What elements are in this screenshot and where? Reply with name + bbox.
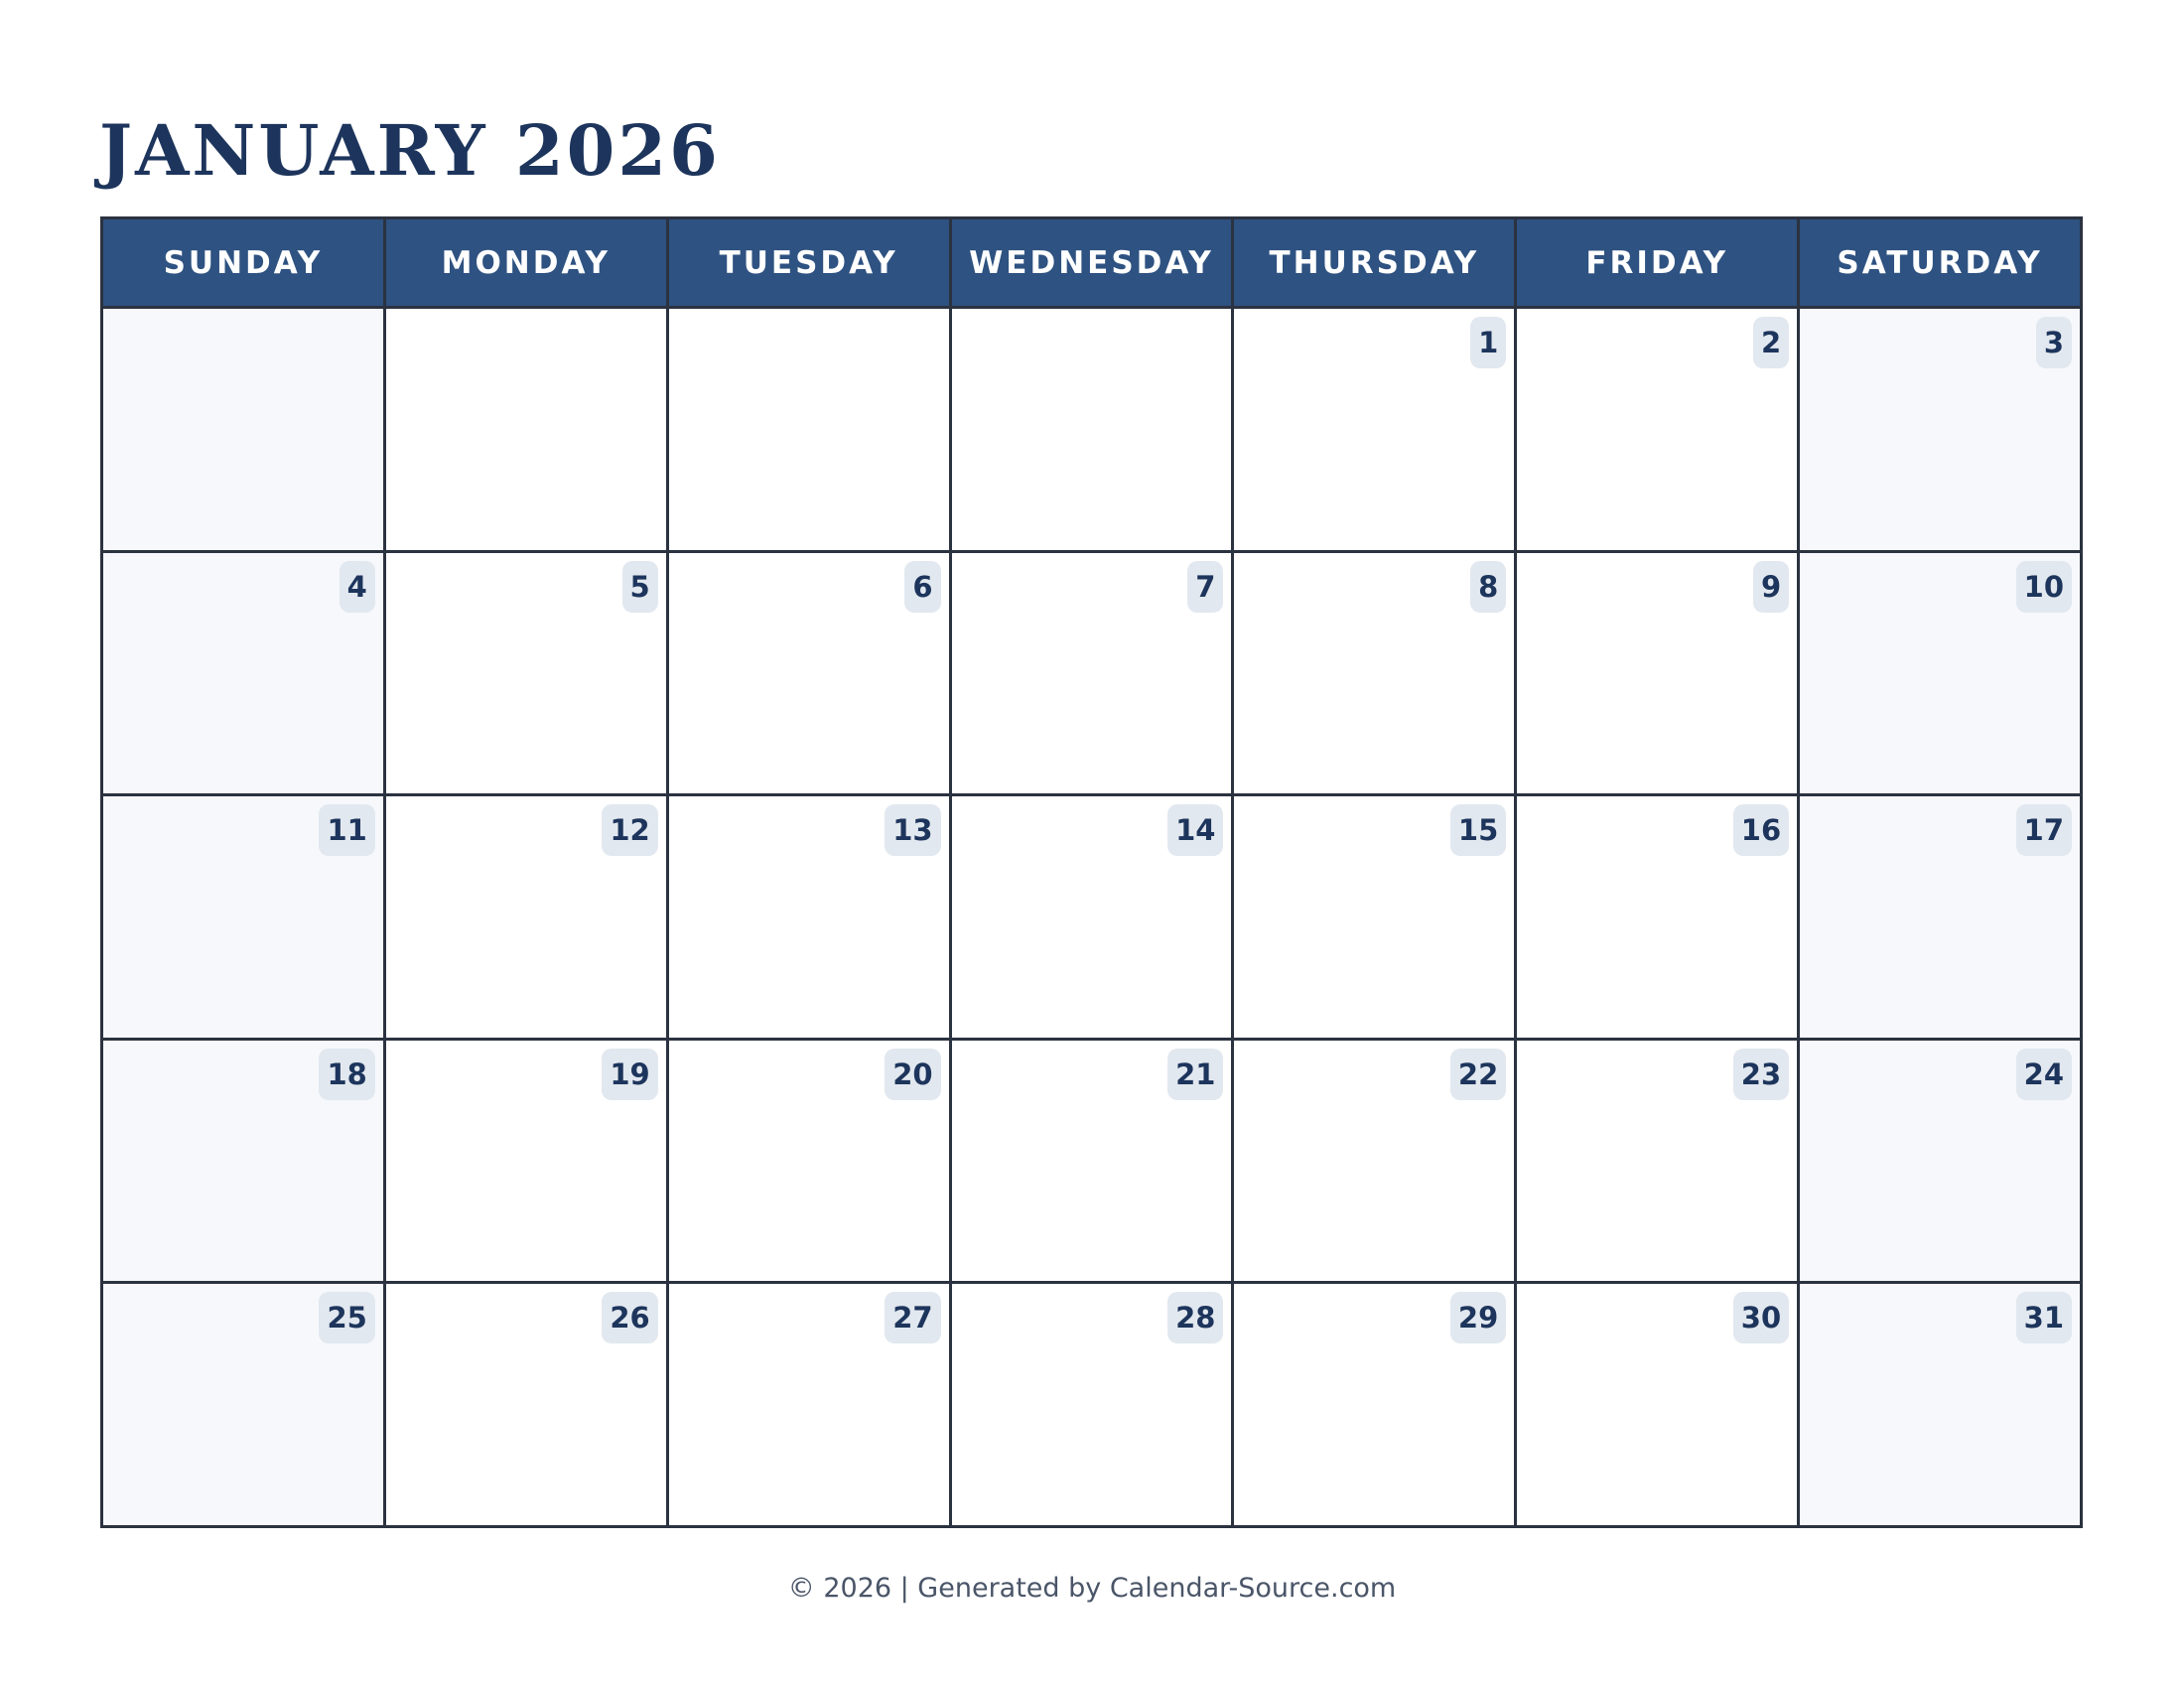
day-cell <box>1517 553 1797 794</box>
date-number: 23 <box>1733 1049 1789 1100</box>
day-cell-empty <box>669 309 949 550</box>
day-cell <box>1800 1284 2080 1525</box>
day-cell <box>952 796 1232 1038</box>
date-number: 1 <box>1470 317 1506 368</box>
date-number: 9 <box>1753 561 1789 613</box>
day-cell <box>952 1041 1232 1282</box>
date-number: 22 <box>1450 1049 1506 1100</box>
date-number: 25 <box>319 1292 374 1343</box>
date-number: 7 <box>1187 561 1223 613</box>
date-number: 31 <box>2016 1292 2072 1343</box>
weekday-header-tuesday: TUESDAY <box>669 219 949 306</box>
day-cell <box>386 796 666 1038</box>
day-cell <box>386 1041 666 1282</box>
date-number: 26 <box>602 1292 657 1343</box>
weekday-header-monday: MONDAY <box>386 219 666 306</box>
date-number: 6 <box>904 561 940 613</box>
date-number: 16 <box>1733 804 1789 856</box>
day-cell <box>1234 1284 1514 1525</box>
date-number: 4 <box>340 561 375 613</box>
date-number: 27 <box>885 1292 940 1343</box>
weekday-header-wednesday: WEDNESDAY <box>952 219 1232 306</box>
date-number: 2 <box>1753 317 1789 368</box>
day-cell <box>386 553 666 794</box>
day-cell <box>1800 553 2080 794</box>
day-cell-empty <box>952 309 1232 550</box>
day-cell <box>103 1284 383 1525</box>
day-cell <box>669 796 949 1038</box>
day-cell <box>103 553 383 794</box>
day-cell <box>1800 1041 2080 1282</box>
date-number: 18 <box>319 1049 374 1100</box>
page-title: JANUARY 2026 <box>99 109 721 192</box>
day-cell-empty <box>103 309 383 550</box>
day-cell <box>103 796 383 1038</box>
date-number: 28 <box>1167 1292 1223 1343</box>
date-number: 15 <box>1450 804 1506 856</box>
day-cell <box>386 1284 666 1525</box>
date-number: 3 <box>2036 317 2072 368</box>
date-number: 29 <box>1450 1292 1506 1343</box>
day-cell <box>1234 553 1514 794</box>
weekday-header-sunday: SUNDAY <box>103 219 383 306</box>
date-number: 12 <box>602 804 657 856</box>
day-cell <box>1234 1041 1514 1282</box>
date-number: 14 <box>1167 804 1223 856</box>
date-number: 13 <box>885 804 940 856</box>
day-cell <box>1800 796 2080 1038</box>
day-cell <box>1800 309 2080 550</box>
day-cell-empty <box>386 309 666 550</box>
footer-credit: © 2026 | Generated by Calendar-Source.com <box>787 1573 1397 1604</box>
day-cell <box>1517 1284 1797 1525</box>
day-cell <box>669 1041 949 1282</box>
date-number: 17 <box>2016 804 2072 856</box>
day-cell <box>669 1284 949 1525</box>
day-cell <box>669 553 949 794</box>
day-cell <box>103 1041 383 1282</box>
day-cell <box>1517 309 1797 550</box>
weekday-header-friday: FRIDAY <box>1517 219 1797 306</box>
day-cell <box>1234 309 1514 550</box>
day-cell <box>1517 796 1797 1038</box>
date-number: 24 <box>2016 1049 2072 1100</box>
date-number: 11 <box>319 804 374 856</box>
weekday-header-thursday: THURSDAY <box>1234 219 1514 306</box>
weekday-header-saturday: SATURDAY <box>1800 219 2080 306</box>
date-number: 30 <box>1733 1292 1789 1343</box>
date-number: 5 <box>622 561 658 613</box>
day-cell <box>1517 1041 1797 1282</box>
date-number: 20 <box>885 1049 940 1100</box>
date-number: 21 <box>1167 1049 1223 1100</box>
calendar-grid <box>100 216 2083 1528</box>
day-cell <box>952 553 1232 794</box>
date-number: 8 <box>1470 561 1506 613</box>
day-cell <box>1234 796 1514 1038</box>
day-cell <box>952 1284 1232 1525</box>
date-number: 19 <box>602 1049 657 1100</box>
date-number: 10 <box>2016 561 2072 613</box>
